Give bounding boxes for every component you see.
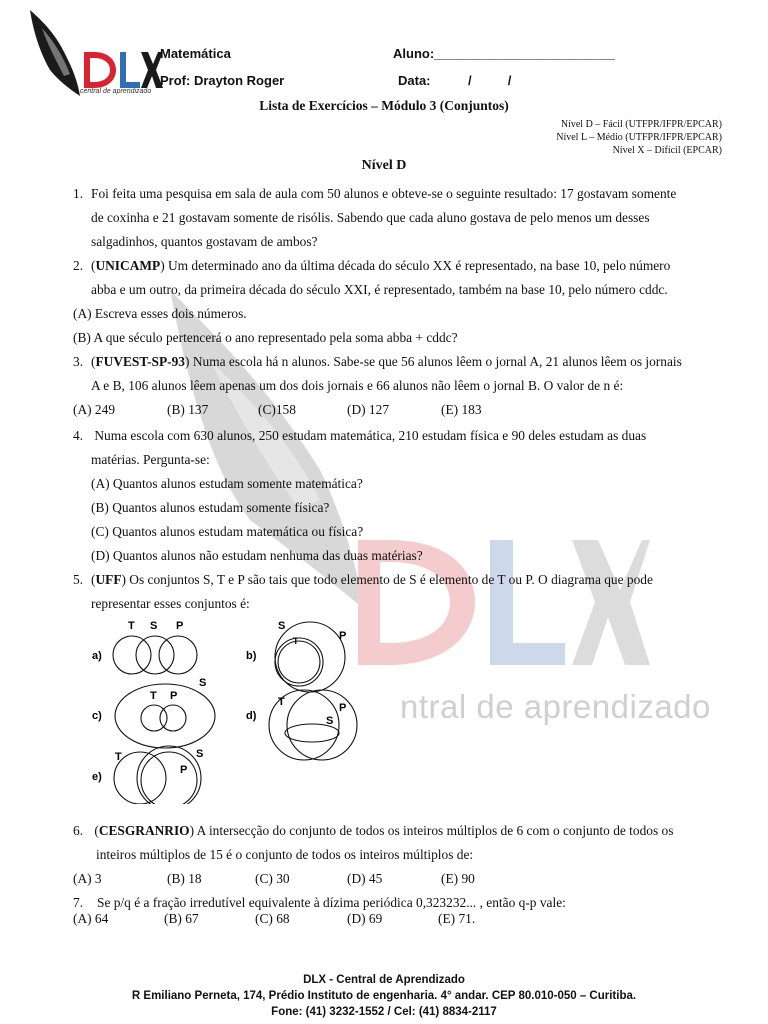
diagram-c[interactable]	[92, 677, 215, 748]
q1-line-3: salgadinhos, quantos gostavam de ambos?	[91, 234, 318, 249]
diagram-d-label: d)	[246, 710, 257, 722]
q2-part-b: (B) A que século pertencerá o ano representado pela soma abba + cddc?	[73, 330, 458, 345]
q7-option-a[interactable]: (A) 64	[73, 911, 109, 926]
diagram-e-set-2: S	[196, 748, 204, 760]
diagram-d-set-1: T	[278, 696, 285, 708]
q3-option-e[interactable]: (E) 183	[441, 402, 482, 417]
level-x: Nível X – Difícil (EPCAR)	[612, 145, 722, 156]
difficulty-levels	[556, 118, 722, 157]
q6-option-d[interactable]: (D) 45	[347, 871, 383, 886]
q4-part-d: (D) Quantos alunos não estudam nenhuma das duas matérias?	[91, 548, 423, 563]
page-title: Lista de Exercícios – Módulo 3 (Conjuntos)	[259, 98, 509, 113]
q5-source: UFF	[95, 572, 122, 587]
q7-option-e[interactable]: (E) 71.	[438, 911, 476, 926]
q4-part-c: (C) Quantos alunos estudam matemática ou física?	[91, 524, 364, 539]
q3-number: 3.	[73, 354, 84, 369]
venn-diagrams	[80, 612, 380, 804]
q6-option-a[interactable]: (A) 3	[73, 871, 102, 886]
subject-label: Matemática	[160, 46, 231, 61]
q4-line-1: Numa escola com 630 alunos, 250 estudam matemática, 210 estudam física e 90 deles estudam as duas	[94, 428, 647, 443]
q4-part-a: (A) Quantos alunos estudam somente matemática?	[91, 476, 363, 491]
q2-source: UNICAMP	[95, 258, 161, 273]
q3-line-2: A e B, 106 alunos lêem apenas um dos dois jornais e 66 alunos não lêem o jornal B. O valor de n é:	[91, 378, 624, 393]
diagram-a-set-1: T	[128, 620, 135, 632]
q1-number: 1.	[73, 186, 84, 201]
diagram-d-set-3: P	[339, 702, 347, 714]
q6-number: 6.	[73, 823, 84, 838]
diagram-a-label: a)	[92, 650, 102, 662]
diagram-d[interactable]	[246, 690, 357, 760]
q3-option-a[interactable]: (A) 249	[73, 402, 116, 417]
q2-number: 2.	[73, 258, 84, 273]
teacher-label: Prof: Drayton Roger	[160, 73, 285, 88]
dlx-logo	[28, 8, 163, 100]
q6-option-e[interactable]: (E) 90	[441, 871, 475, 886]
q2-line-2: abba e um outro, da primeira década do século XXI, é representado, também na base 10, pelo número cddc.	[91, 282, 668, 297]
diagram-c-set-2: P	[170, 690, 178, 702]
level-d: Nível D – Fácil (UTFPR/IFPR/EPCAR)	[560, 119, 722, 130]
diagram-e-set-1: T	[115, 751, 122, 763]
diagram-b-set-1: S	[278, 620, 286, 632]
q5-number: 5.	[73, 572, 84, 587]
diagram-b[interactable]	[246, 620, 346, 692]
q7-line-1: Se p/q é a fração irredutível equivalente à dízima periódica 0,323232... , então q-p vale:	[97, 895, 566, 910]
footer-phone: Fone: (41) 3232-1552 / Cel: (41) 8834-2117	[271, 1006, 497, 1018]
footer-company: DLX - Central de Aprendizado	[303, 974, 465, 986]
q5-line-1: ) Os conjuntos S, T e P são tais que todo elemento de S é elemento de T ou P. O diagrama que pode	[121, 572, 653, 587]
q2-part-a: (A) Escreva esses dois números.	[73, 306, 247, 321]
diagram-e[interactable]	[92, 746, 203, 804]
q4-line-2: matérias. Pergunta-se:	[91, 452, 210, 467]
footer	[0, 972, 768, 1020]
q7-option-c[interactable]: (C) 68	[255, 911, 290, 926]
diagram-a[interactable]	[92, 620, 197, 674]
q6-line-2: inteiros múltiplos de 15 é o conjunto de todos os inteiros múltiplos de:	[96, 847, 474, 862]
diagram-d-set-2: S	[326, 715, 334, 727]
diagram-c-set-1: T	[150, 690, 157, 702]
q7-number: 7.	[73, 895, 84, 910]
diagram-b-label: b)	[246, 650, 257, 662]
diagram-c-label: c)	[92, 710, 102, 722]
q3-option-b[interactable]: (B) 137	[167, 402, 209, 417]
q1-line-1: Foi feita uma pesquisa em sala de aula com 50 alunos e obteve-se o seguinte resultado: 17 gostavam somente	[91, 186, 677, 201]
q2-line-1: ) Um determinado ano da última década do século XX é representado, na base 10, pelo número	[160, 258, 671, 273]
q1-line-2: de coxinha e 21 gostavam somente de risólis. Sabendo que cada aluno gostava de pelo menos um desses	[91, 210, 650, 225]
diagram-c-set-3: S	[199, 677, 207, 689]
logo-tagline: central de aprendizado	[80, 88, 152, 95]
student-field[interactable]: Aluno:_________________________	[393, 46, 615, 61]
q6-line-1: ) A intersecção do conjunto de todos os inteiros múltiplos de 6 com o conjunto de todos os	[189, 823, 674, 838]
q6-option-b[interactable]: (B) 18	[167, 871, 202, 886]
section-title: Nível D	[361, 158, 407, 173]
watermark-tagline: ntral de aprendizado	[400, 688, 711, 725]
q3-source: FUVEST-SP-93	[95, 354, 186, 369]
footer-address: R Emiliano Perneta, 174, Prédio Instituto de engenharia. 4° andar. CEP 80.010-050 – Curitiba.	[131, 990, 637, 1002]
q3-option-c[interactable]: (C)158	[258, 402, 296, 417]
q5-line-2: representar esses conjuntos é:	[91, 596, 250, 611]
diagram-b-set-2: T	[293, 636, 299, 646]
diagram-e-set-3: P	[180, 764, 188, 776]
diagram-a-set-2: S	[150, 620, 158, 632]
level-l: Nível L – Médio (UTFPR/IFPR/EPCAR)	[556, 132, 722, 143]
diagram-e-label: e)	[92, 771, 102, 783]
date-field[interactable]: / /	[468, 73, 512, 88]
q3-line-1: ) Numa escola há n alunos. Sabe-se que 56 alunos lêem o jornal A, 21 alunos lêem os jornais	[185, 354, 682, 369]
q3-option-d[interactable]: (D) 127	[347, 402, 390, 417]
q7-option-b[interactable]: (B) 67	[164, 911, 199, 926]
q4-part-b: (B) Quantos alunos estudam somente física?	[91, 500, 330, 515]
diagram-b-set-3: P	[339, 630, 347, 642]
q6-option-c[interactable]: (C) 30	[255, 871, 290, 886]
q6-source: CESGRANRIO	[98, 823, 190, 838]
q7-option-d[interactable]: (D) 69	[347, 911, 383, 926]
q4-number: 4.	[73, 428, 84, 443]
date-label: Data:	[398, 73, 431, 88]
diagram-a-set-3: P	[176, 620, 184, 632]
